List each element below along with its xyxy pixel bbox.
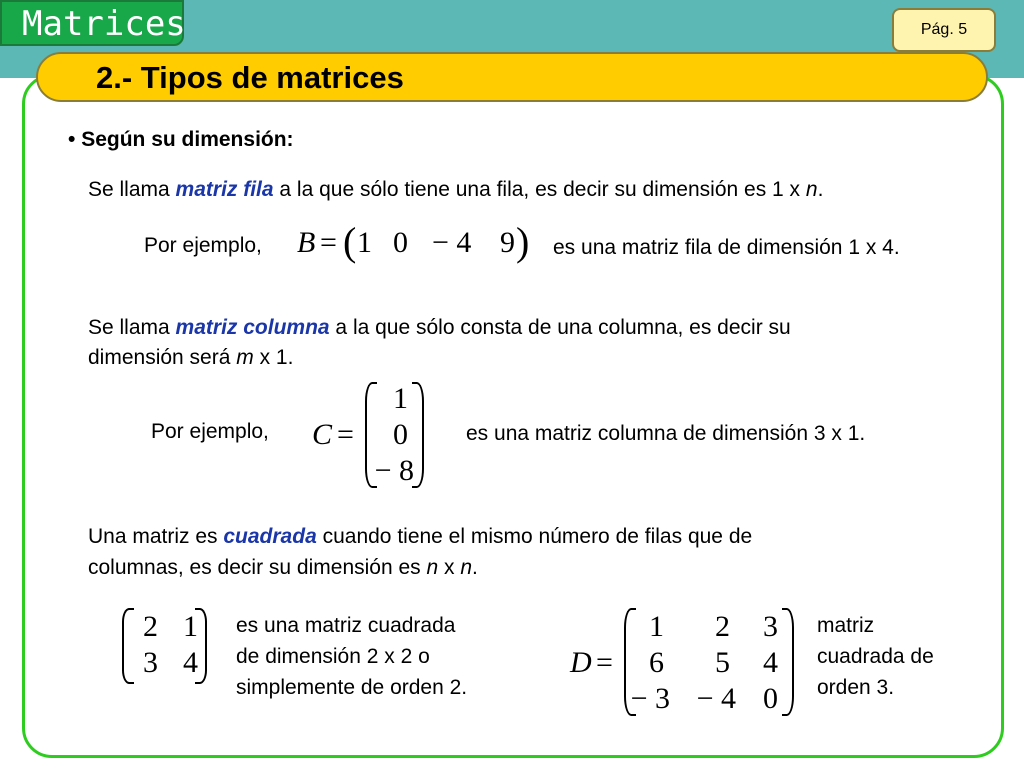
column-entry: 1 xyxy=(393,382,408,415)
sq-def-part2: cuando tiene el mismo número de filas que de xyxy=(316,525,753,548)
row-example-description: es una matriz fila de dimensión 1 x 4. xyxy=(553,236,900,259)
row-left-paren: ( xyxy=(343,219,357,264)
sq-def-part1: Una matriz es xyxy=(88,525,224,548)
d-entry: − 4 xyxy=(696,682,736,715)
logo-badge xyxy=(0,0,184,46)
d-matrix-name: D xyxy=(570,646,592,679)
d-entry: 1 xyxy=(649,610,664,643)
row-matrix-name: B xyxy=(297,226,316,259)
d-entry: 5 xyxy=(715,646,730,679)
row-example-label: Por ejemplo, xyxy=(144,234,262,257)
column-example-description: es una matriz columna de dimensión 3 x 1. xyxy=(466,422,866,445)
column-matrix-name: C xyxy=(312,418,333,451)
row-matrix-definition xyxy=(88,178,823,202)
dimension-heading xyxy=(68,128,294,152)
sq-def-part5: . xyxy=(472,556,478,579)
sq-def-variable: n xyxy=(426,556,439,579)
square-matrix-definition-line2 xyxy=(88,556,478,580)
row-def-part3: . xyxy=(817,178,824,201)
bullet-icon: • xyxy=(68,128,76,151)
sq-def-part3: columnas, es decir su dimensión es xyxy=(88,556,427,579)
d-entry: 2 xyxy=(715,610,730,643)
m3-description-line: matriz xyxy=(817,614,875,637)
row-entry: 1 xyxy=(357,226,372,259)
section-title: 2.- Tipos de matrices xyxy=(96,60,404,95)
row-def-part2: a la que sólo tiene una fila, es decir su dimensión es 1 x xyxy=(273,178,806,201)
row-def-part1: Se llama xyxy=(88,178,176,201)
row-entry: 0 xyxy=(393,226,408,259)
m2-description-line: de dimensión 2 x 2 o xyxy=(236,645,430,668)
column-entry: − 8 xyxy=(374,454,414,487)
dimension-heading-text: Según su dimensión: xyxy=(81,128,294,151)
m2-entry: 1 xyxy=(183,610,198,643)
d-entry: 6 xyxy=(649,646,664,679)
column-matrix-definition xyxy=(88,316,791,340)
column-matrix-definition-line2 xyxy=(88,346,293,370)
d-entry: 3 xyxy=(763,610,778,643)
row-entry: − 4 xyxy=(432,226,472,259)
column-entry: 0 xyxy=(393,418,408,451)
m2-entry: 2 xyxy=(143,610,158,643)
section-title-bar xyxy=(36,52,988,102)
col-def-part2: a la que sólo consta de una columna, es decir su xyxy=(329,316,791,339)
col-def-part4: x 1. xyxy=(253,346,294,369)
square-matrix-definition xyxy=(88,525,752,549)
sq-def-part4: x xyxy=(438,556,461,579)
d-entry: 0 xyxy=(763,682,778,715)
m2-entry: 4 xyxy=(183,646,198,679)
d-entry: 4 xyxy=(763,646,778,679)
column-matrix-keyword: matriz columna xyxy=(175,316,330,339)
column-example-label: Por ejemplo, xyxy=(151,420,269,443)
sq-def-variable: n xyxy=(460,556,473,579)
logo-text: Matrices xyxy=(22,4,186,44)
d-right-bracket xyxy=(782,608,794,716)
d-entry: − 3 xyxy=(630,682,670,715)
page-number-badge xyxy=(892,8,996,52)
d-equals-sign: = xyxy=(596,646,613,679)
m2-description-line: simplemente de orden 2. xyxy=(236,676,468,699)
square-matrix-keyword: cuadrada xyxy=(223,525,317,548)
m3-description-line: orden 3. xyxy=(817,676,895,699)
col-def-part3: dimensión será xyxy=(88,346,237,369)
page-label: Pág. 5 xyxy=(920,21,968,38)
row-entry: 9 xyxy=(500,226,515,259)
m2-entry: 3 xyxy=(143,646,158,679)
m2-description-line: es una matriz cuadrada xyxy=(236,614,456,637)
row-def-variable: n xyxy=(805,178,818,201)
row-matrix-keyword: matriz fila xyxy=(175,178,274,201)
m3-description-line: cuadrada de xyxy=(817,645,934,668)
row-equals-sign: = xyxy=(320,226,337,259)
m2-left-bracket xyxy=(122,608,134,684)
col-def-part1: Se llama xyxy=(88,316,176,339)
row-right-paren: ) xyxy=(516,219,530,264)
column-equals-sign: = xyxy=(337,418,354,451)
col-def-variable: m xyxy=(236,346,254,369)
